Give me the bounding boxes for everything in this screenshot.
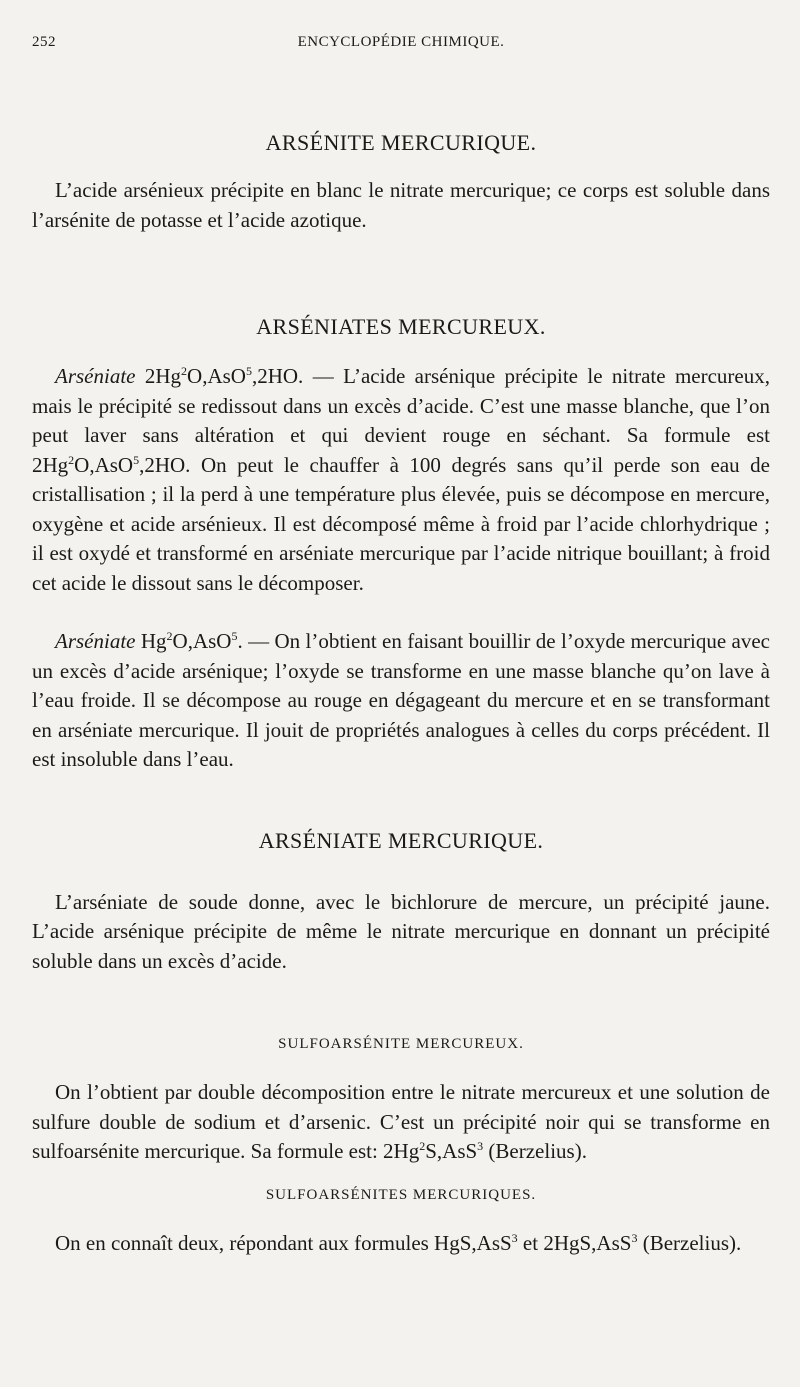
paragraph-arseniate-2hg2o: Arséniate 2Hg$^2$O,AsO$^5$,2HO. — L’acide arsénique précipite le nitrate mercureux, mais le précipité se redissout dans un excès d’acide. C’est une masse blanche, que l’on peut laver sans altération et qui devient rouge en séchant. Sa formule est 2Hg$^2$O,AsO$^5$,2HO. On peut le chauffer à 100 degrés sans qu’il perde son eau de cristallisation ; il la perd à une température plus élevée, puis se décompose en mercure, oxygène et acide arsénieux. Il est décomposé même à froid par l’acide chlorhydrique ; il est oxydé et transformé en arséniate mercurique par l’acide nitrique bouillant; à froid cet acide le dissout sans le décomposer. [32, 364, 770, 595]
section-title-arsenite-mercurique: ARSÉNITE MERCURIQUE. [265, 130, 537, 155]
running-head [32, 28, 770, 54]
paragraph-sulfoarsenites-mercuriques: On en connaît deux, répondant aux formules HgS,AsS$^3$ et 2HgS,AsS$^3$ (Berzelius). [55, 1230, 742, 1255]
italic-lead-term: Arséniate [55, 364, 136, 388]
section-title-arseniate-mercurique: ARSÉNIATE MERCURIQUE. [258, 827, 544, 853]
section-title-sulfoarsenites-mercuriques: SULFOARSÉNITES MERCURIQUES. [265, 1186, 537, 1203]
section-title-sulfoarsenite-mercureux: SULFOARSÉNITE MERCUREUX. [278, 1036, 524, 1052]
page-number: 252 [32, 34, 56, 50]
section-title-arseniates-mercureux: ARSÉNIATES MERCUREUX. [256, 314, 546, 339]
italic-lead-term: Arséniate [55, 629, 136, 653]
paragraph-arseniate-hg2o: Arséniate Hg$^2$O,AsO$^5$. — On l’obtient en faisant bouillir de l’oxyde mercurique avec un excès d’acide arsénique; l’oxyde se transforme en une masse blanche qu’on lave à l’eau froide. Il se décompose au rouge en dégageant du mercure et en se transformant en arséniate mercurique. Il jouit de propriétés analogues à celles du corps précédent. Il est insoluble dans l’eau. [32, 629, 770, 771]
paragraph-sulfoarsenite-mercureux: On l’obtient par double décomposition entre le nitrate mercureux et une solution de sulfure double de sodium et d’arsenic. C’est un précipité noir qui se transforme en sulfoarsénite mercurique. Sa formule est: 2Hg$^2$S,AsS$^3$ (Berzelius). [32, 1080, 770, 1163]
paragraph-arsenite-mercurique: L’acide arsénieux précipite en blanc le nitrate mercurique; ce corps est soluble dans l’arsénite de potasse et l’acide azotique. [32, 178, 770, 232]
running-head-title: ENCYCLOPÉDIE CHIMIQUE. [297, 34, 505, 50]
paragraph-arseniate-mercurique: L’arséniate de soude donne, avec le bichlorure de mercure, un précipité jaune. L’acide arsénique précipite de même le nitrate mercurique en donnant un précipité soluble dans un excès d’acide. [32, 889, 770, 973]
